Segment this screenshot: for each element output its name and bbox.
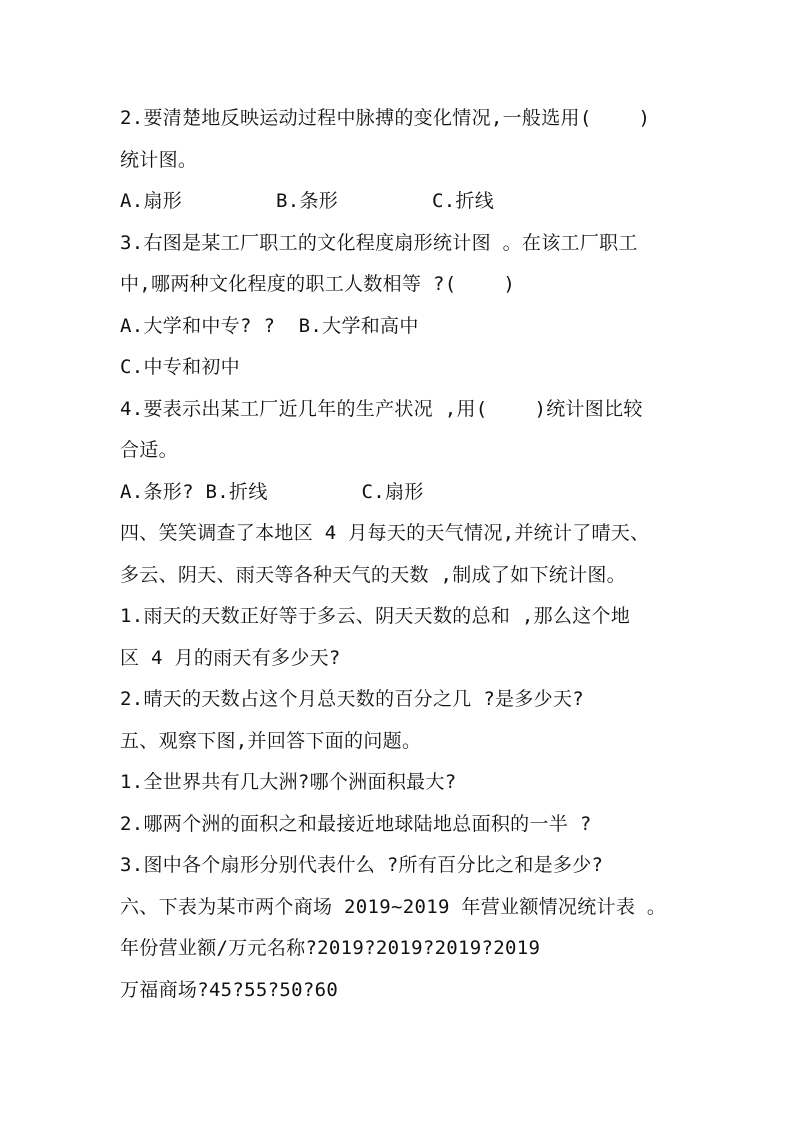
question-3-text: 3.右图是某工厂职工的文化程度扇形统计图 。在该工厂职工 (120, 232, 638, 254)
section-4-question-2: 2.晴天的天数占这个月总天数的百分之几 ?是多少天? (120, 688, 584, 710)
question-3-options-ab: A.大学和中专? ? B.大学和高中 (120, 315, 419, 337)
question-2-text-cont: 统计图。 (120, 149, 198, 171)
table-header-row: 年份营业额/万元名称?2019?2019?2019?2019 (120, 937, 541, 959)
section-4-question-1-cont: 区 4 月的雨天有多少天? (120, 647, 341, 669)
section-4-question-1: 1.雨天的天数正好等于多云、阴天天数的总和 ,那么这个地 (120, 605, 631, 627)
section-6-heading: 六、下表为某市两个商场 2019~2019 年营业额情况统计表 。 (120, 896, 667, 918)
question-3-option-c: C.中专和初中 (120, 356, 240, 378)
section-4-heading-cont: 多云、阴天、雨天等各种天气的天数 ,制成了如下统计图。 (120, 564, 626, 586)
section-4-heading: 四、笑笑调查了本地区 4 月每天的天气情况,并统计了晴天、 (120, 522, 650, 544)
question-4-text-cont: 合适。 (120, 439, 178, 461)
table-row-wanfu: 万福商场?45?55?50?60 (120, 979, 339, 1001)
question-4-options: A.条形? B.折线 C.扇形 (120, 481, 424, 503)
question-2-options: A.扇形 B.条形 C.折线 (120, 190, 495, 212)
section-5-question-3: 3.图中各个扇形分别代表什么 ?所有百分比之和是多少? (120, 854, 604, 876)
question-4-text: 4.要表示出某工厂近几年的生产状况 ,用( )统计图比较 (120, 398, 643, 420)
section-5-question-2: 2.哪两个洲的面积之和最接近地球陆地总面积的一半 ? (120, 813, 592, 835)
question-3-text-cont: 中,哪两种文化程度的职工人数相等 ?( ) (120, 273, 516, 295)
section-5-heading: 五、观察下图,并回答下面的问题。 (120, 730, 422, 752)
section-5-question-1: 1.全世界共有几大洲?哪个洲面积最大? (120, 771, 457, 793)
question-2-text: 2.要清楚地反映运动过程中脉搏的变化情况,一般选用( ) (120, 107, 651, 129)
